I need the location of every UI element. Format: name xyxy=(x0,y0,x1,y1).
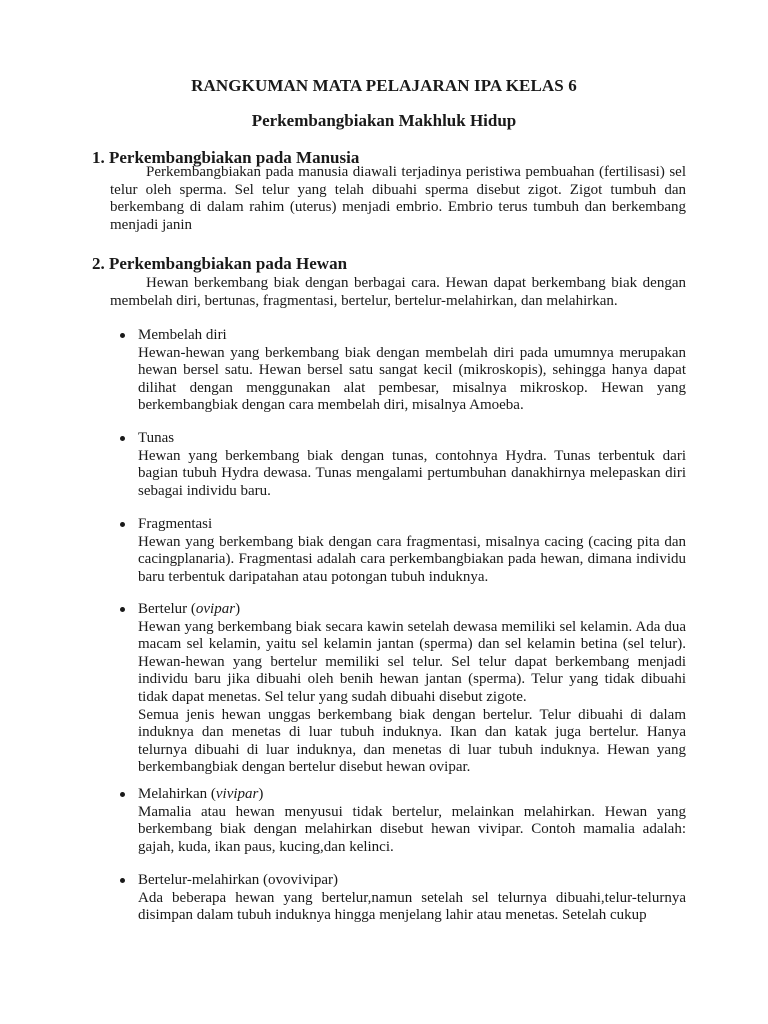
item-title: Membelah diri xyxy=(138,327,227,343)
item-title: Tunas xyxy=(138,430,175,446)
paragraph-hewan: Hewan berkembang biak dengan berbagai cara. Hewan dapat berkembang biak dengan membelah diri, bertunas, fragmentasi, bertelur, bertelur-melahirkan, dan melahirkan. xyxy=(110,275,686,309)
list-item-ovovivipar xyxy=(120,872,686,925)
bullet-icon xyxy=(120,792,125,797)
item-title-term: ovipar xyxy=(195,601,236,617)
item-body: Hewan-hewan yang berkembang biak dengan membelah diri pada umumnya merupakan hewan bersel satu. Hewan bersel satu sangat kecil (mikroskopis), sehingga hanya dapat dilihat dengan menggunakan alat pembesar, misalnya mikroskop. Hewan yang berkembangbiak dengan cara membelah diri, misalnya Amoeba. xyxy=(138,344,686,414)
item-body-paragraph-2: Semua jenis hewan unggas berkembang biak dengan bertelur. Telur dibuahi di dalam induknya dan menetas di luar tubuh induknya. Ikan dan katak juga bertelur. Hanya telurnya dibuahi di luar induknya, dan menetas di luar tubuh induknya. Hewan yang berkembangbiak dengan bertelur disebut hewan ovipar. xyxy=(138,706,686,776)
list-item-fragmentasi xyxy=(120,516,686,586)
list-item-membelah-diri xyxy=(120,327,686,415)
bullet-icon xyxy=(120,333,125,338)
item-title-suffix: ) xyxy=(235,601,241,617)
item-body: Ada beberapa hewan yang bertelur,namun setelah sel telurnya dibuahi,telur-telurnya disimpan dalam tubuh induknya hingga menjelang lahir atau menetas. Setelah cukup xyxy=(138,889,686,924)
item-title xyxy=(138,786,686,804)
bullet-icon xyxy=(120,436,125,441)
item-title-prefix: Melahirkan ( xyxy=(138,786,216,802)
section-heading-hewan: 2. Perkembangbiakan pada Hewan xyxy=(92,254,348,273)
list-item-tunas xyxy=(120,430,686,500)
document-subtitle: Perkembangbiakan Makhluk Hidup xyxy=(251,111,517,130)
bullet-icon xyxy=(120,607,125,612)
item-title xyxy=(138,601,686,619)
item-title: Fragmentasi xyxy=(138,516,213,532)
item-body xyxy=(138,619,686,777)
item-title: Bertelur-melahirkan (ovovivipar) xyxy=(138,872,339,888)
bullet-icon xyxy=(120,878,125,883)
document-title: RANGKUMAN MATA PELAJARAN IPA KELAS 6 xyxy=(191,76,577,95)
item-body: Hewan yang berkembang biak dengan tunas, contohnya Hydra. Tunas terbentuk dari bagian tubuh Hydra dewasa. Tunas mengalami pertumbuhan danakhirnya melepaskan diri sebagai individu baru. xyxy=(138,447,686,499)
section-heading-manusia: 1. Perkembangbiakan pada Manusia xyxy=(92,148,360,167)
list-item-melahirkan xyxy=(120,786,686,856)
item-title-prefix: Bertelur ( xyxy=(138,601,196,617)
paragraph-manusia: Perkembangbiakan pada manusia diawali terjadinya peristiwa pembuahan (fertilisasi) sel telur oleh sperma. Sel telur yang telah dibuahi sperma disebut zigot. Zigot tumbuh dan berkembang di dalam rahim (uterus) menjadi embrio. Embrio terus tumbuh dan berkembang menjadi janin xyxy=(110,164,686,233)
item-body: Mamalia atau hewan menyusui tidak bertelur, melainkan melahirkan. Hewan yang berkembang biak dengan melahirkan disebut hewan vivipar. Contoh mamalia adalah: gajah, kuda, ikan paus, kucing,dan kelinci. xyxy=(138,803,686,855)
list-item-bertelur xyxy=(120,601,686,777)
bullet-icon xyxy=(120,522,125,527)
item-title-suffix: ) xyxy=(258,786,264,802)
item-title-term: vivipar xyxy=(215,786,259,802)
item-body-paragraph-1: Hewan yang berkembang biak secara kawin setelah dewasa memiliki sel kelamin. Ada dua macam sel kelamin, yaitu sel kelamin jantan (sperma) dan sel kelamin betina (sel telur). Hewan-hewan yang bertelur memiliki sel telur. Sel telur dapat berkembang menjadi individu baru jika dibuahi oleh benih hewan jantan (sperma). Telur yang tidak dibuahi tidak dapat menetas. Sel telur yang sudah dibuahi disebut zigote. xyxy=(138,618,686,705)
item-body: Hewan yang berkembang biak dengan cara fragmentasi, misalnya cacing (cacing pita dan cacingplanaria). Fragmentasi adalah cara perkembangbiakan pada hewan, dimana individu baru terbentuk daripatahan atau potongan tubuh induknya. xyxy=(138,533,686,585)
